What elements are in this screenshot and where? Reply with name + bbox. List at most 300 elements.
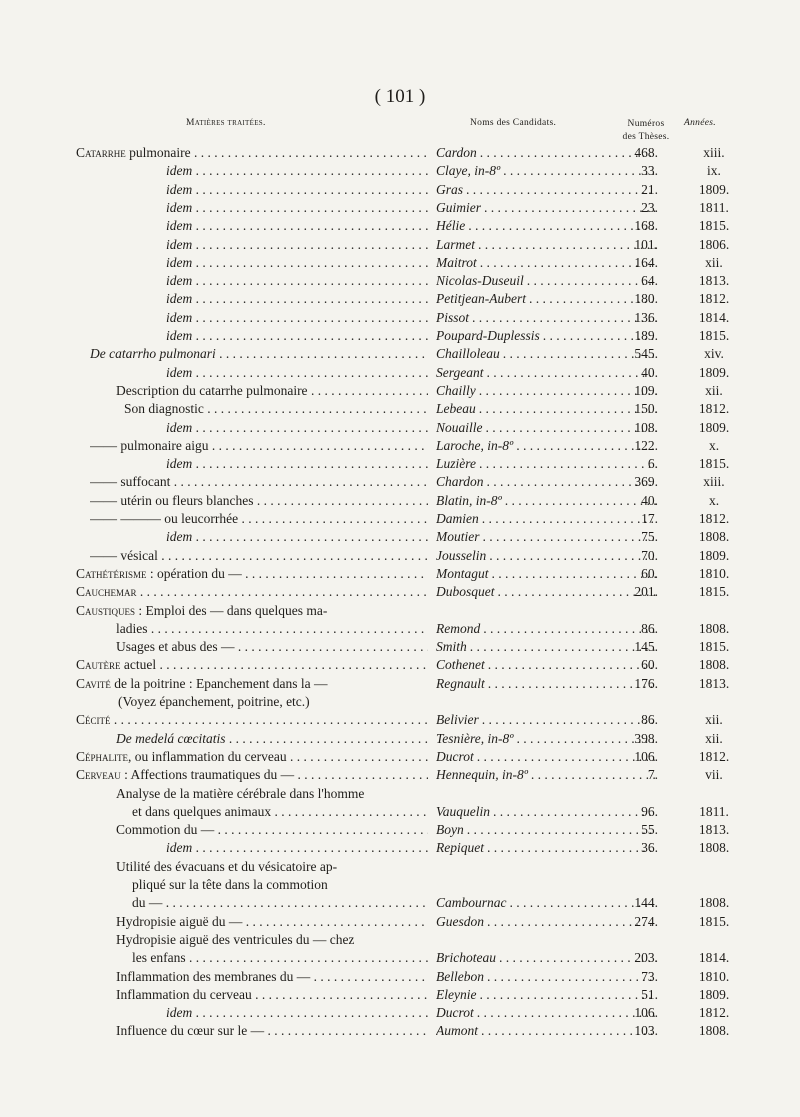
- thesis-number: 398.: [634, 730, 658, 746]
- table-row: [0, 327, 800, 345]
- subject-text: idem: [166, 199, 193, 215]
- subject-heading: Cécité: [76, 712, 111, 728]
- thesis-number: 545.: [634, 346, 658, 362]
- subject-cell: [116, 931, 428, 949]
- subject-cell: [166, 309, 428, 327]
- candidate-name: Lebeau: [436, 401, 476, 417]
- subject-text: les enfans: [132, 950, 186, 966]
- candidate-cell: [436, 437, 656, 455]
- thesis-number: 36.: [641, 840, 658, 856]
- subject-cell: [116, 821, 428, 839]
- candidate-cell: [436, 181, 656, 199]
- table-row: [0, 236, 800, 254]
- subject-text: : Affections traumatiques du —: [120, 767, 295, 783]
- candidate-name: Dubosquet: [436, 584, 495, 600]
- table-row: [0, 1022, 800, 1040]
- subject-text: idem: [166, 364, 193, 380]
- candidate-name: Nicolas-Duseuil: [436, 273, 524, 289]
- candidate-cell: [436, 290, 656, 308]
- candidate-cell: [436, 272, 656, 290]
- candidate-cell: [436, 638, 656, 656]
- subject-cell: [166, 254, 428, 272]
- subject-heading: Cautère: [76, 657, 121, 673]
- year-cell: xii.: [705, 382, 723, 398]
- year-cell: 1815.: [698, 328, 730, 343]
- subject-text: Influence du cœur sur le —: [116, 1023, 265, 1039]
- year-cell: vii.: [705, 767, 723, 783]
- thesis-number: 6.: [647, 456, 658, 472]
- year-cell: x.: [708, 492, 720, 508]
- table-row: [0, 364, 800, 382]
- year-cell: xiv.: [704, 346, 724, 362]
- subject-cell: [116, 913, 428, 931]
- year-cell: 1808.: [698, 657, 730, 673]
- thesis-number: 75.: [641, 529, 658, 545]
- candidate-name: Smith: [436, 639, 467, 655]
- candidate-name: Chardon: [436, 474, 484, 490]
- candidate-cell: [436, 986, 656, 1004]
- subject-text: Inflammation du cerveau: [116, 986, 252, 1002]
- candidate-cell: [436, 803, 656, 821]
- subject-cell: [76, 602, 428, 620]
- thesis-number: 150.: [634, 401, 658, 417]
- thesis-number: 109.: [634, 382, 658, 398]
- subject-cell: [76, 748, 428, 766]
- subject-text: Commotion du —: [116, 822, 215, 838]
- subject-cell: [116, 382, 428, 400]
- candidate-name: Chailly: [436, 382, 476, 398]
- table-row: [0, 290, 800, 308]
- candidate-cell: [436, 711, 656, 729]
- candidate-cell: [436, 547, 656, 565]
- table-row: [0, 968, 800, 986]
- candidate-cell: [436, 839, 656, 857]
- candidate-name: Guimier: [436, 199, 481, 215]
- table-row: [0, 766, 800, 784]
- year-cell: 1806.: [698, 236, 730, 252]
- year-cell: 1808.: [698, 620, 730, 636]
- candidate-name: Vauquelin: [436, 803, 490, 819]
- candidate-name: Larmet: [436, 236, 476, 252]
- subject-text: idem: [166, 1005, 193, 1021]
- table-row: [0, 547, 800, 565]
- table-row: [0, 785, 800, 803]
- candidate-cell: [436, 968, 656, 986]
- candidate-cell: [436, 162, 656, 180]
- table-row: [0, 730, 800, 748]
- subject-text: —— suffocant: [90, 474, 171, 490]
- thesis-number: 106.: [634, 1005, 658, 1021]
- table-row: [0, 181, 800, 199]
- table-row: [0, 986, 800, 1004]
- candidate-cell: [436, 254, 656, 272]
- subject-text: Hydropisie aiguë des ventricules du — chez: [116, 931, 355, 947]
- subject-cell: [116, 986, 428, 1004]
- subject-text: du —: [132, 895, 163, 911]
- table-row: [0, 473, 800, 491]
- subject-text: —— utérin ou fleurs blanches: [90, 492, 254, 508]
- candidate-name: Ducrot: [436, 1005, 474, 1021]
- subject-cell: [116, 785, 428, 803]
- subject-cell: [166, 162, 428, 180]
- year-cell: 1808.: [698, 529, 730, 545]
- year-cell: 1809.: [698, 364, 730, 380]
- subject-cell: [76, 766, 428, 784]
- candidate-cell: [436, 1022, 656, 1040]
- year-cell: 1815.: [698, 913, 730, 929]
- subject-cell: [166, 272, 428, 290]
- table-row: [0, 876, 800, 894]
- thesis-number: 60.: [641, 565, 658, 581]
- table-row: [0, 217, 800, 235]
- thesis-number: 176.: [634, 675, 658, 691]
- subject-cell: [116, 638, 428, 656]
- candidate-cell: [436, 565, 656, 583]
- subject-cell: [90, 345, 428, 363]
- thesis-number: 369.: [634, 474, 658, 490]
- table-row: [0, 931, 800, 949]
- subject-cell: [124, 400, 428, 418]
- table-row: [0, 254, 800, 272]
- table-row: [0, 419, 800, 437]
- year-cell: 1809.: [698, 986, 730, 1002]
- candidate-cell: [436, 236, 656, 254]
- candidate-name: Boyn: [436, 822, 464, 838]
- candidate-cell: [436, 528, 656, 546]
- year-cell: 1811.: [699, 199, 729, 215]
- subject-cell: [166, 327, 428, 345]
- table-row: [0, 144, 800, 162]
- year-cell: 1810.: [698, 565, 730, 581]
- subject-cell: [166, 455, 428, 473]
- subject-text: —— pulmonaire aigu: [90, 437, 209, 453]
- candidate-name: Cambournac: [436, 895, 507, 911]
- subject-text: idem: [166, 163, 193, 179]
- table-row: [0, 839, 800, 857]
- subject-text: Usages et abus des —: [116, 639, 235, 655]
- subject-cell: [90, 510, 428, 528]
- subject-heading: Céphalite: [76, 748, 128, 764]
- candidate-name: Laroche, in-8º: [436, 437, 514, 453]
- candidate-name: Blatin, in-8º: [436, 492, 502, 508]
- table-row: [0, 602, 800, 620]
- subject-heading: Caustiques: [76, 602, 136, 618]
- year-cell: 1808.: [698, 1023, 730, 1039]
- subject-text: Inflammation des membranes du —: [116, 968, 311, 984]
- candidate-cell: [436, 473, 656, 491]
- subject-text: idem: [166, 840, 193, 856]
- year-cell: 1809.: [698, 419, 730, 435]
- subject-text: idem: [166, 456, 193, 472]
- thesis-number: 180.: [634, 291, 658, 307]
- subject-text: idem: [166, 309, 193, 325]
- subject-text: idem: [166, 181, 193, 197]
- subject-cell: [166, 199, 428, 217]
- subject-cell: [166, 1004, 428, 1022]
- candidate-cell: [436, 382, 656, 400]
- subject-cell: [166, 419, 428, 437]
- subject-cell: [132, 949, 428, 967]
- thesis-number: 168.: [634, 218, 658, 234]
- subject-text: idem: [166, 254, 193, 270]
- subject-cell: [166, 181, 428, 199]
- subject-text: idem: [166, 291, 193, 307]
- year-cell: 1813.: [698, 273, 730, 289]
- subject-text: : opération du —: [146, 565, 242, 581]
- subject-cell: [116, 620, 428, 638]
- subject-cell: [76, 144, 428, 162]
- candidate-name: Gras: [436, 181, 464, 197]
- year-cell: 1815.: [698, 584, 730, 600]
- subject-heading: Cerveau: [76, 767, 121, 783]
- year-cell: x.: [708, 437, 720, 453]
- subject-text: Hydropisie aiguë du —: [116, 913, 243, 929]
- table-row: [0, 620, 800, 638]
- subject-text: idem: [166, 529, 193, 545]
- thesis-number: 64.: [641, 273, 658, 289]
- candidate-name: Claye, in-8º: [436, 163, 501, 179]
- table-row: [0, 199, 800, 217]
- candidate-name: Remond: [436, 620, 481, 636]
- year-cell: 1815.: [698, 456, 730, 472]
- subject-cell: [132, 876, 428, 894]
- candidate-name: Jousselin: [436, 547, 487, 563]
- thesis-number: 103.: [634, 1023, 658, 1039]
- thesis-number: 136.: [634, 309, 658, 325]
- thesis-number: 106.: [634, 748, 658, 764]
- subject-cell: [90, 437, 428, 455]
- candidate-cell: [436, 364, 656, 382]
- thesis-number: 122.: [634, 437, 658, 453]
- subject-text: De medelá cœcitatis: [116, 730, 226, 746]
- year-cell: 1812.: [698, 1005, 730, 1021]
- candidate-name: Moutier: [436, 529, 480, 545]
- table-row: [0, 565, 800, 583]
- year-cell: ix.: [707, 163, 721, 179]
- table-row: [0, 656, 800, 674]
- candidate-name: Regnault: [436, 675, 485, 691]
- candidate-cell: [436, 620, 656, 638]
- table-row: [0, 437, 800, 455]
- year-cell: 1813.: [698, 822, 730, 838]
- table-row: [0, 455, 800, 473]
- header-numeros: Numéros des Thèses.: [622, 119, 670, 142]
- table-row: [0, 382, 800, 400]
- thesis-number: 7.: [647, 767, 658, 783]
- candidate-cell: [436, 510, 656, 528]
- candidate-name: Repiquet: [436, 840, 484, 856]
- year-cell: 1814.: [698, 950, 730, 966]
- table-row: [0, 693, 800, 711]
- candidate-name: Luzière: [436, 456, 476, 472]
- subject-text: Description du catarrhe pulmonaire: [116, 382, 308, 398]
- subject-cell: [166, 236, 428, 254]
- table-row: [0, 711, 800, 729]
- candidate-cell: [436, 949, 656, 967]
- subject-heading: Cauchemar: [76, 584, 137, 600]
- thesis-number: 51.: [641, 986, 658, 1002]
- subject-text: idem: [166, 419, 193, 435]
- table-row: [0, 894, 800, 912]
- subject-text: de la poitrine : Epanchement dans la —: [110, 675, 328, 691]
- subject-cell: [116, 858, 428, 876]
- year-cell: xii.: [705, 712, 723, 728]
- thesis-number: 21.: [641, 181, 658, 197]
- candidate-name: Eleynie: [436, 986, 477, 1002]
- table-row: [0, 345, 800, 363]
- candidate-name: Hennequin, in-8º: [436, 767, 528, 783]
- candidate-name: Maitrot: [436, 254, 477, 270]
- subject-text: idem: [166, 328, 193, 343]
- subject-cell: [76, 711, 428, 729]
- year-cell: 1812.: [698, 291, 730, 307]
- thesis-number: 201.: [634, 584, 658, 600]
- subject-heading: Cavité: [76, 675, 111, 691]
- year-cell: 1808.: [698, 840, 730, 856]
- year-cell: 1812.: [698, 511, 730, 526]
- subject-cell: [76, 583, 428, 601]
- year-cell: xiii.: [703, 145, 725, 160]
- candidate-cell: [436, 748, 656, 766]
- subject-text: De catarrho pulmonari: [90, 346, 216, 362]
- thesis-number: 60.: [641, 657, 658, 673]
- candidate-name: Ducrot: [436, 748, 474, 764]
- thesis-number: 55.: [641, 822, 658, 838]
- year-cell: 1810.: [698, 968, 730, 984]
- candidate-cell: [436, 730, 656, 748]
- year-cell: xiii.: [703, 474, 725, 490]
- table-row: [0, 583, 800, 601]
- thesis-number: 23.: [641, 199, 658, 215]
- candidate-name: Pissot: [436, 309, 470, 325]
- subject-cell: [166, 364, 428, 382]
- year-cell: xii.: [705, 730, 723, 746]
- table-row: [0, 803, 800, 821]
- table-row: [0, 492, 800, 510]
- candidate-name: Nouaille: [436, 419, 483, 435]
- candidate-cell: [436, 894, 656, 912]
- subject-cell: [116, 1022, 428, 1040]
- subject-text: ladies: [116, 620, 148, 636]
- table-row: [0, 949, 800, 967]
- thesis-number: 468.: [634, 145, 658, 160]
- candidate-cell: [436, 309, 656, 327]
- subject-text: (Voyez épanchement, poitrine, etc.): [118, 694, 310, 709]
- subject-cell: [76, 656, 428, 674]
- table-row: [0, 821, 800, 839]
- candidate-cell: [436, 419, 656, 437]
- page-number: ( 101 ): [374, 86, 426, 107]
- candidate-name: Montagut: [436, 565, 489, 581]
- candidate-name: Petitjean-Aubert: [436, 291, 526, 307]
- candidate-cell: [436, 400, 656, 418]
- candidate-cell: [436, 656, 656, 674]
- candidate-name: Cardon: [436, 145, 477, 160]
- table-row: [0, 400, 800, 418]
- thesis-number: 164.: [634, 254, 658, 270]
- candidate-cell: [436, 217, 656, 235]
- table-row: [0, 510, 800, 528]
- thesis-number: 203.: [634, 950, 658, 966]
- subject-cell: [166, 217, 428, 235]
- candidate-cell: [436, 766, 656, 784]
- table-row: [0, 858, 800, 876]
- candidate-cell: [436, 675, 656, 693]
- candidate-cell: [436, 345, 656, 363]
- year-cell: 1809.: [698, 181, 730, 197]
- candidate-cell: [436, 327, 656, 345]
- candidate-cell: [436, 1004, 656, 1022]
- table-row: [0, 913, 800, 931]
- candidate-name: Belivier: [436, 712, 479, 728]
- subject-text: —— ——— ou leucorrhée: [90, 511, 239, 526]
- table-row: [0, 309, 800, 327]
- candidate-name: Aumont: [436, 1023, 478, 1039]
- candidate-name: Cothenet: [436, 657, 485, 673]
- candidate-name: Guesdon: [436, 913, 484, 929]
- candidate-cell: [436, 821, 656, 839]
- thesis-number: 70.: [641, 547, 658, 563]
- thesis-number: 101.: [634, 236, 658, 252]
- thesis-number: 86.: [641, 712, 658, 728]
- subject-cell: [76, 675, 428, 693]
- candidate-cell: [436, 144, 656, 162]
- thesis-number: 96.: [641, 803, 658, 819]
- subject-cell: [116, 730, 428, 748]
- header-candidats: Noms des Candidats.: [470, 118, 557, 128]
- year-cell: 1812.: [698, 748, 730, 764]
- candidate-name: Bellebon: [436, 968, 484, 984]
- subject-heading: Catarrhe: [76, 145, 126, 160]
- subject-text: Utilité des évacuans et du vésicatoire ap-: [116, 858, 338, 874]
- thesis-number: 108.: [634, 419, 658, 435]
- subject-text: : Emploi des — dans quelques ma-: [135, 602, 328, 618]
- subject-cell: [90, 492, 428, 510]
- subject-cell: [90, 547, 428, 565]
- thesis-number: 73.: [641, 968, 658, 984]
- year-cell: 1813.: [698, 675, 730, 691]
- subject-cell: [166, 290, 428, 308]
- subject-heading: Cathétérisme: [76, 565, 147, 581]
- table-row: [0, 638, 800, 656]
- year-cell: 1808.: [698, 895, 730, 911]
- table-row: [0, 748, 800, 766]
- subject-text: idem: [166, 273, 193, 289]
- year-cell: xii.: [705, 254, 723, 270]
- table-row: [0, 1004, 800, 1022]
- thesis-number: 145.: [634, 639, 658, 655]
- subject-text: pliqué sur la tête dans la commotion: [132, 877, 328, 892]
- thesis-number: 17.: [641, 511, 658, 526]
- year-cell: 1814.: [698, 309, 730, 325]
- subject-text: idem: [166, 218, 193, 234]
- table-row: [0, 272, 800, 290]
- thesis-number: 189.: [634, 328, 658, 343]
- candidate-cell: [436, 455, 656, 473]
- subject-cell: [76, 565, 428, 583]
- subject-cell: [116, 968, 428, 986]
- subject-cell: [118, 693, 428, 711]
- subject-text: pulmonaire: [125, 145, 191, 160]
- header-annees: Années.: [684, 118, 716, 128]
- candidate-cell: [436, 492, 656, 510]
- table-row: [0, 675, 800, 693]
- candidate-name: Brichoteau: [436, 950, 496, 966]
- year-cell: 1815.: [698, 218, 730, 234]
- subject-cell: [132, 894, 428, 912]
- thesis-number: 86.: [641, 620, 658, 636]
- subject-text: —— vésical: [90, 547, 158, 563]
